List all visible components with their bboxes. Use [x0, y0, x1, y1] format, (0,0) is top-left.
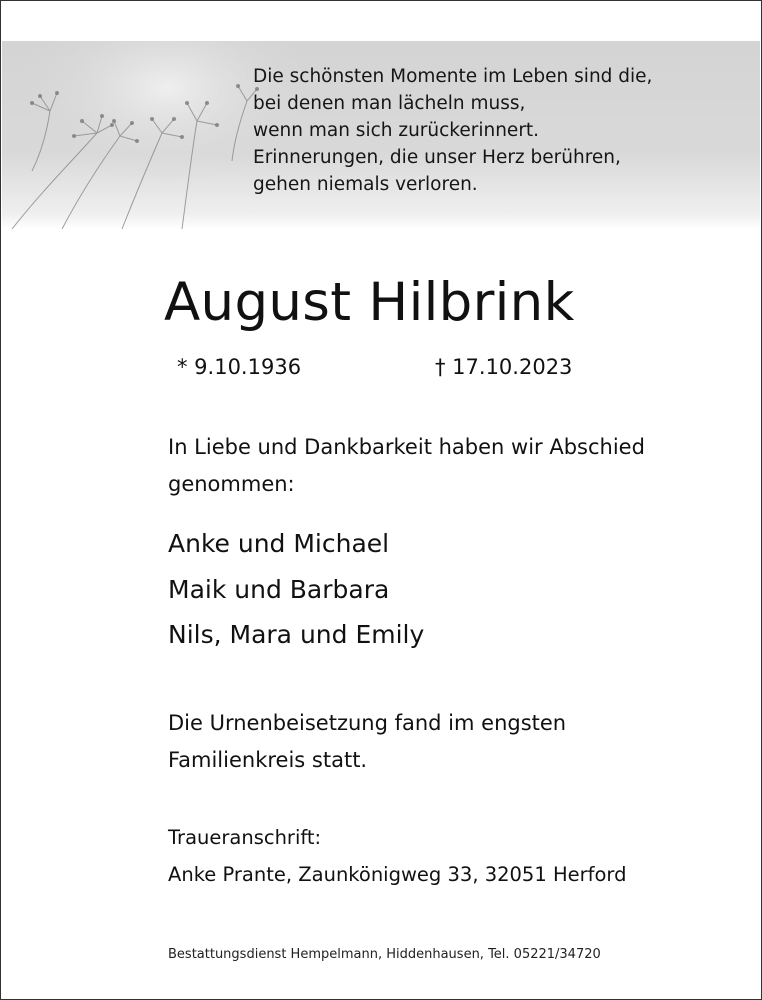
mourning-address: [168, 819, 626, 893]
quote-line: bei denen man lächeln muss,: [253, 93, 526, 114]
burial-line: Die Urnenbeisetzung fand im engsten: [168, 711, 567, 735]
mourner-entry: Maik und Barbara: [168, 574, 390, 604]
farewell-line: genommen:: [168, 472, 295, 496]
death-date: † 17.10.2023: [435, 355, 573, 379]
mourners-list: [168, 521, 424, 658]
mourner-entry: Anke und Michael: [168, 529, 390, 558]
quote-line: Erinnerungen, die unser Herz berühren,: [253, 147, 621, 168]
quote-line: gehen niemals verloren.: [253, 174, 478, 195]
deceased-name: August Hilbrink: [164, 272, 575, 333]
funeral-service-credit: Bestattungsdienst Hempelmann, Hiddenhausen, Tel. 05221/34720: [168, 947, 601, 962]
burial-line: Familienkreis statt.: [168, 748, 368, 772]
mourner-entry: Nils, Mara und Emily: [168, 620, 425, 649]
burial-notice: [168, 705, 566, 779]
address-value: Anke Prante, Zaunkönigweg 33, 32051 Herford: [168, 863, 627, 886]
quote-line: wenn man sich zurückerinnert.: [253, 120, 540, 141]
memorial-quote: [253, 63, 652, 198]
farewell-line: In Liebe und Dankbarkeit haben wir Abschied: [168, 435, 645, 459]
quote-line: Die schönsten Momente im Leben sind die,: [253, 66, 653, 87]
address-label: Traueranschrift:: [168, 826, 322, 849]
farewell-text: [168, 429, 645, 503]
birth-date: * 9.10.1936: [177, 355, 302, 379]
